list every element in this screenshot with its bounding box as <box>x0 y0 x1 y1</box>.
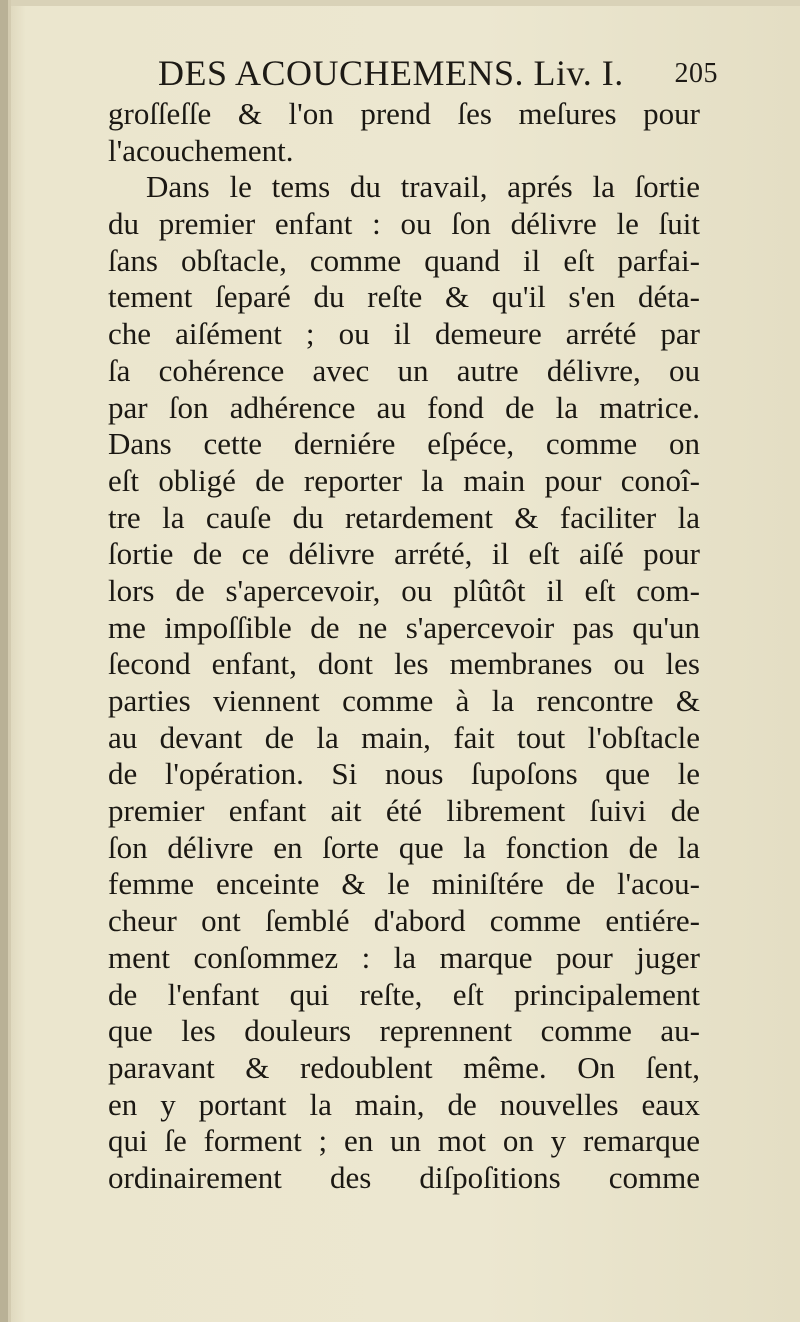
text-line: l'acouchement. <box>108 132 294 168</box>
text-line: tement ſeparé du reſte & qu'il s'en déta- <box>108 279 700 315</box>
running-head-title: DES ACOUCHEMENS. Liv. I. <box>158 53 624 93</box>
binding-spine <box>0 0 8 1322</box>
page-top-edge <box>0 0 800 6</box>
text-line: ment conſommez : la marque pour juger <box>108 939 700 975</box>
binding-shadow <box>8 0 11 1322</box>
text-line: che aiſément ; ou il demeure arrété par <box>108 316 700 352</box>
text-line: ſecond enfant, dont les membranes ou les <box>108 646 700 682</box>
body-text <box>108 96 700 1197</box>
text-line: femme enceinte & le miniſtére de l'acou- <box>108 866 700 902</box>
text-line: au devant de la main, fait tout l'obſtacle <box>108 719 700 755</box>
text-line: ordinairement des diſpoſitions comme <box>108 1159 700 1195</box>
page-number: 205 <box>674 58 718 89</box>
text-line: en y portant la main, de nouvelles eaux <box>108 1086 700 1122</box>
text-line: cheur ont ſemblé d'abord comme entiére- <box>108 903 700 939</box>
text-line: de l'opération. Si nous ſupoſons que le <box>108 756 700 792</box>
text-line: de l'enfant qui reſte, eſt principalement <box>108 976 700 1012</box>
text-line: par ſon adhérence au fond de la matrice. <box>108 389 700 425</box>
running-head <box>158 52 718 100</box>
text-line: paravant & redoublent même. On ſent, <box>108 1049 700 1085</box>
text-line: Dans le tems du travail, aprés la ſortie <box>146 169 700 205</box>
text-line: lors de s'apercevoir, ou plûtôt il eſt com- <box>108 572 700 608</box>
text-line: me impoſſible de ne s'apercevoir pas qu'un <box>108 609 700 645</box>
text-line: que les douleurs reprennent comme au- <box>108 1013 700 1049</box>
text-line: premier enfant ait été librement ſuivi de <box>108 793 700 829</box>
text-line: tre la cauſe du retardement & faciliter la <box>108 499 700 535</box>
text-line: ſon délivre en ſorte que la fonction de la <box>108 829 700 865</box>
text-line: du premier enfant : ou ſon délivre le ſuit <box>108 206 700 242</box>
text-line: qui ſe forment ; en un mot on y remarque <box>108 1123 700 1159</box>
text-line: Dans cette derniére eſpéce, comme on <box>108 426 700 462</box>
text-line: ſortie de ce délivre arrété, il eſt aiſé pour <box>108 536 700 572</box>
text-line: groſſeſſe & l'on prend ſes meſures pour <box>108 96 700 131</box>
text-line: ſans obſtacle, comme quand il eſt parfai- <box>108 242 700 278</box>
text-line: eſt obligé de reporter la main pour conoî- <box>108 462 700 498</box>
text-line: parties viennent comme à la rencontre & <box>108 683 700 718</box>
text-line: ſa cohérence avec un autre délivre, ou <box>108 352 700 388</box>
